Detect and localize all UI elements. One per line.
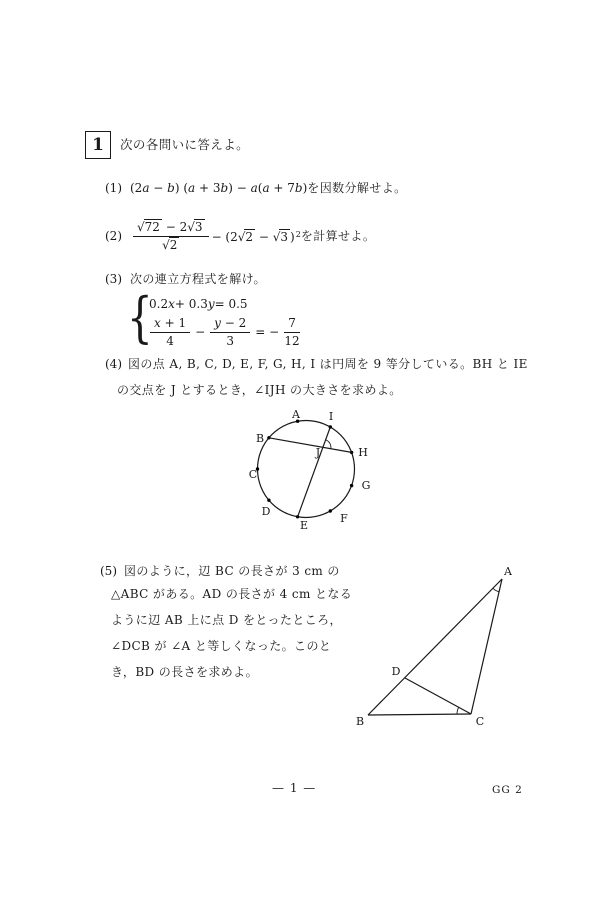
- problem-3-instruction: 次の連立方程式を解け。: [130, 272, 266, 286]
- point-dot-D: [267, 499, 270, 502]
- equation-2: [147, 316, 303, 349]
- triangle-label-A: A: [504, 565, 512, 578]
- problem-5-line3: ように辺 AB 上に点 D をとったところ，: [111, 613, 342, 627]
- fraction-denominator: √2: [162, 237, 178, 252]
- fraction-x-denominator: 4: [166, 334, 174, 348]
- circle-label-J: J: [315, 446, 321, 459]
- problem-4-line1: 図の点 A, B, C, D, E, F, G, H, I は円周を 9 等分している。BH と IE: [128, 357, 528, 371]
- problem-5-line5: き，BD の長さを求めよ。: [111, 665, 258, 679]
- fraction-y-denominator: 3: [226, 334, 235, 348]
- problem-3-label: (3): [105, 272, 122, 286]
- angle-mark-DCB: [457, 707, 459, 714]
- question-number-box: [85, 131, 111, 159]
- problem-5-label: (5): [100, 563, 117, 578]
- circle-label-D: D: [261, 505, 271, 518]
- fraction-result-denominator: 12: [284, 334, 300, 348]
- fraction-y-numerator: y − 2: [210, 316, 250, 333]
- system-brace: {: [127, 286, 153, 349]
- operator-minus: −: [195, 325, 206, 339]
- page-number: — 1 —: [272, 781, 317, 795]
- fraction-result: [284, 316, 300, 349]
- operator-equals-minus: = −: [255, 325, 280, 339]
- problem-5: [100, 558, 352, 688]
- problem-5-line4: ∠DCB が ∠A と等しくなった。このと: [111, 639, 332, 653]
- triangle-label-C: C: [475, 715, 485, 728]
- document-code: GG 2: [492, 784, 523, 796]
- circle-label-C: C: [248, 468, 258, 481]
- circle-label-G: G: [361, 479, 371, 492]
- fraction-y: [210, 316, 250, 349]
- circle-label-I: I: [328, 410, 334, 423]
- fraction-x: [150, 316, 190, 349]
- problem-3: [105, 272, 266, 287]
- circle-label-E: E: [299, 519, 309, 532]
- circle-label-B: B: [255, 432, 265, 445]
- chord-IE: [298, 427, 331, 517]
- circle-outline: [255, 421, 355, 518]
- side-AC: [471, 579, 502, 714]
- system-of-equations: [127, 286, 367, 354]
- problem-5-line1: 図のように，辺 BC の長さが 3 cm の: [124, 563, 340, 578]
- problem-2-instruction: を計算せよ。: [300, 228, 376, 243]
- point-dot-F: [329, 509, 332, 512]
- problem-1: [105, 181, 407, 196]
- fraction-result-numerator: 7: [284, 316, 300, 333]
- circle-diagram: [230, 405, 390, 540]
- question-number: 1: [92, 134, 104, 155]
- triangle-label-D: D: [391, 665, 401, 678]
- point-dot-G: [350, 484, 353, 487]
- triangle-label-B: B: [355, 715, 365, 728]
- problem-2: [105, 218, 375, 254]
- circle-label-H: H: [358, 446, 368, 459]
- chord-BH: [269, 438, 352, 453]
- circle-label-F: F: [340, 512, 348, 525]
- problem-1-label: (1): [105, 181, 122, 195]
- problem-5-line2: △ABC がある。AD の長さが 4 cm となる: [111, 587, 353, 601]
- fraction-x-numerator: x + 1: [150, 316, 190, 333]
- angle-mark-A: [493, 588, 499, 591]
- circle-label-A: A: [292, 408, 300, 421]
- triangle-diagram: [350, 555, 530, 740]
- fraction-numerator: √72 − 2√3: [133, 220, 209, 237]
- equation-1: 0.2 x + 0.3 y = 0.5: [149, 297, 248, 311]
- side-BC: [368, 714, 471, 715]
- question-prompt: 次の各問いに答えよ。: [120, 137, 250, 152]
- problem-1-instruction: を因数分解せよ。: [307, 181, 407, 195]
- problem-1-expression: (2a − b) (a + 3b) − a(a + 7b): [130, 181, 308, 195]
- problem-4: [105, 357, 528, 372]
- problem-4-label: (4): [105, 357, 122, 371]
- problem-4-line2: の交点を J とするとき，∠IJH の大きさを求めよ。: [117, 383, 402, 397]
- problem-2-fraction: [133, 220, 209, 253]
- problem-2-label: (2): [105, 228, 122, 243]
- problem-2-expression: − (2√2 − √3 )$^2$: [211, 230, 301, 244]
- segment-DC: [405, 678, 471, 714]
